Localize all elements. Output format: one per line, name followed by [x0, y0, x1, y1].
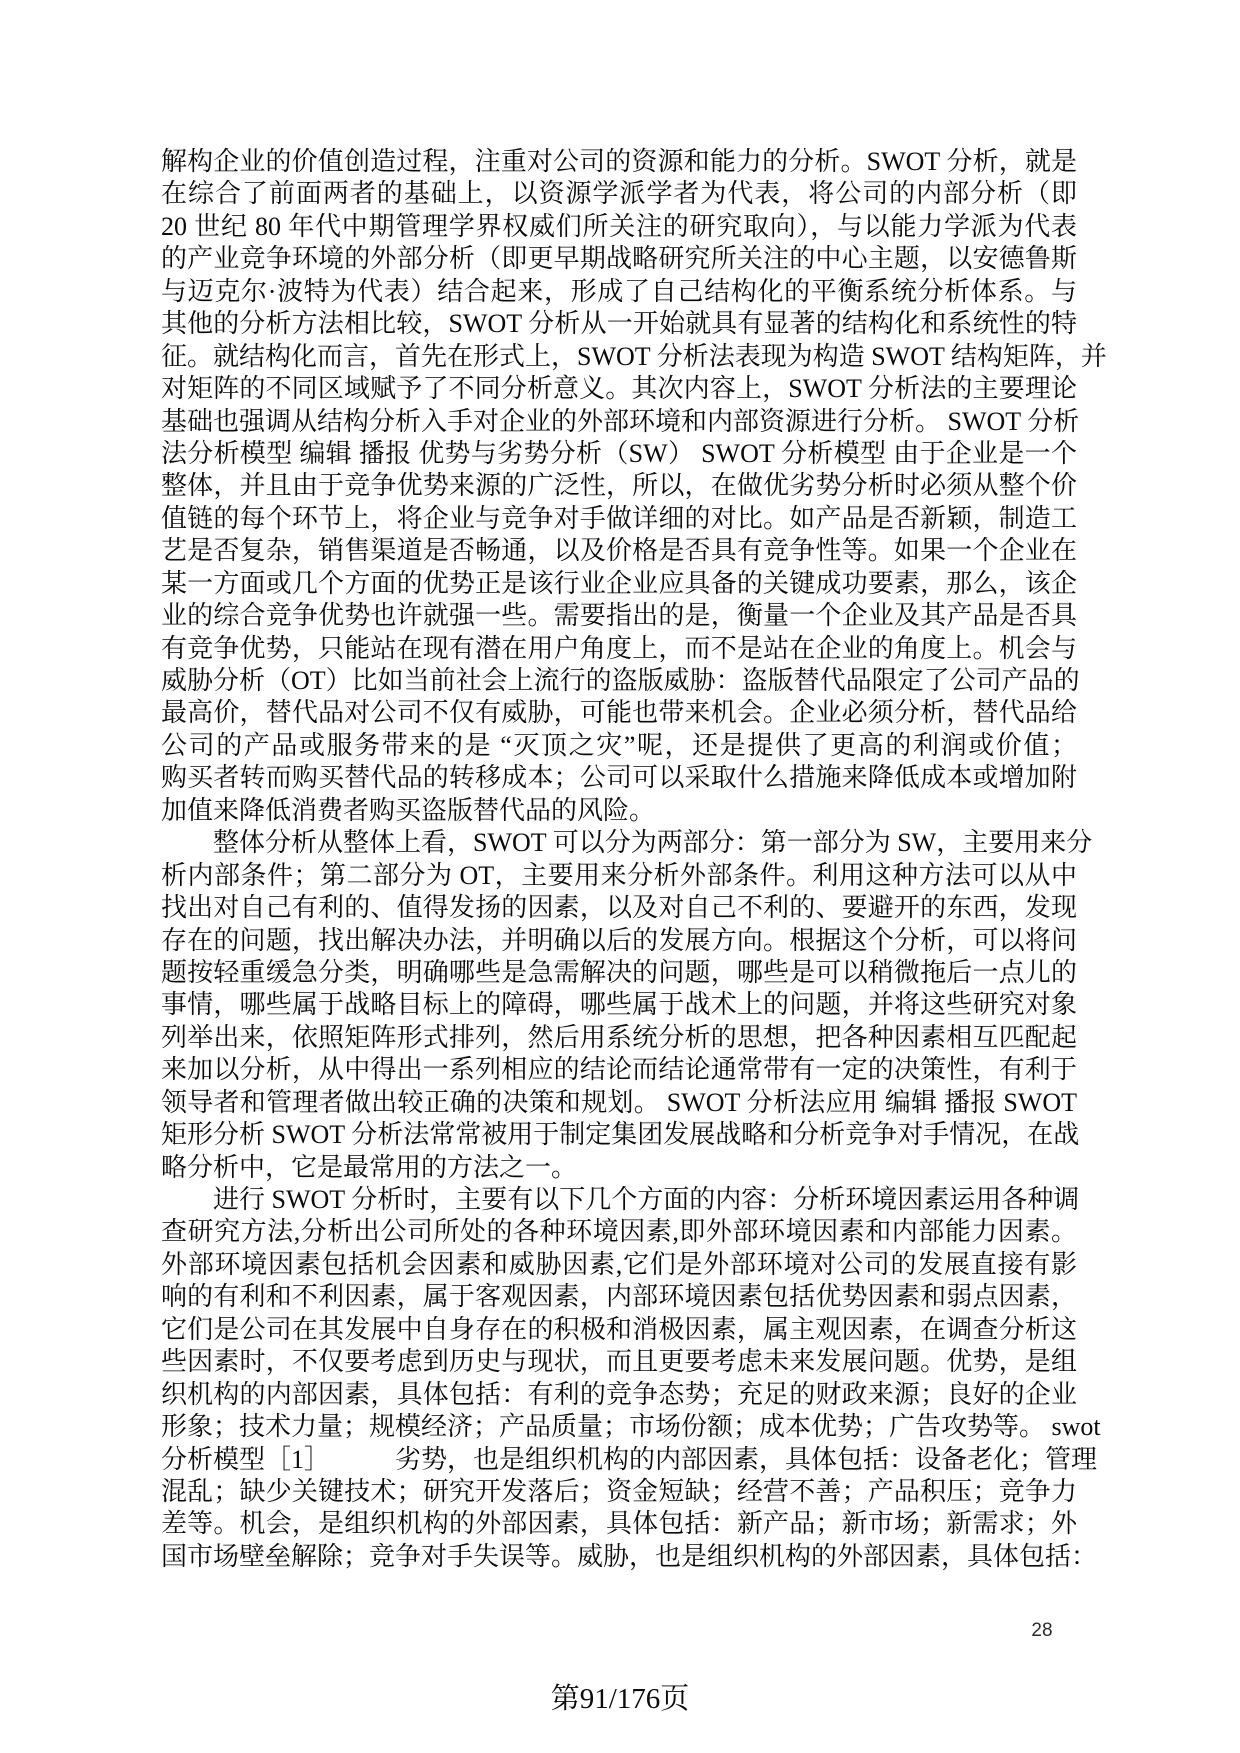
- text-line: 值链的每个环节上，将企业与竞争对手做详细的对比。如产品是否新颖，制造工: [161, 503, 1077, 533]
- text-line: 业的综合竞争优势也许就强一些。需要指出的是，衡量一个企业及其产品是否具: [161, 601, 1077, 631]
- footer-pagination: 第91/176页: [550, 1683, 690, 1715]
- text-line: 公司的产品或服务带来的是 “灭顶之灾”呢，还是提供了更高的利润或价值；: [161, 730, 1077, 760]
- text-line: 艺是否复杂，销售渠道是否畅通，以及价格是否具有竞争性等。如果一个企业在: [161, 536, 1077, 566]
- text-line: 的产业竞争环境的外部分析（即更早期战略研究所关注的中心主题，以安德鲁斯: [161, 244, 1077, 274]
- text-line: 某一方面或几个方面的优势正是该行业企业应具备的关键成功要素，那么，该企: [161, 568, 1077, 598]
- text-line: 法分析模型 编辑 播报 优势与劣势分析（SW） SWOT 分析模型 由于企业是一个: [161, 438, 1077, 468]
- text-line: 混乱；缺少关键技术；研究开发落后；资金短缺；经营不善；产品积压；竞争力: [161, 1476, 1077, 1506]
- text-line: 对矩阵的不同区域赋予了不同分析意义。其次内容上，SWOT 分析法的主要理论: [161, 374, 1077, 404]
- paragraph: [161, 1184, 1101, 1573]
- text-line: 征。就结构化而言，首先在形式上，SWOT 分析法表现为构造 SWOT 结构矩阵，并: [161, 341, 1107, 371]
- text-line: 织机构的内部因素，具体包括：有利的竞争态势；充足的财政来源；良好的企业: [161, 1379, 1077, 1409]
- text-line: 略分析中，它是最常用的方法之一。: [161, 1152, 578, 1182]
- text-line: 加值来降低消费者购买盗版替代品的风险。: [161, 795, 656, 825]
- paragraph: [161, 827, 1093, 1184]
- text-line: 分析模型［1］ 劣势，也是组织机构的内部因素，具体包括：设备老化；管理: [161, 1444, 1098, 1474]
- text-line: 有竞争优势，只能站在现有潜在用户角度上，而不是站在企业的角度上。机会与: [161, 633, 1077, 663]
- text-line: 题按轻重缓急分类，明确哪些是急需解决的问题，哪些是可以稍微拖后一点儿的: [161, 957, 1077, 987]
- text-line: 形象；技术力量；规模经济；产品质量；市场份额；成本优势；广告攻势等。 swot: [161, 1412, 1101, 1442]
- text-line: 整体分析从整体上看，SWOT 可以分为两部分：第一部分为 SW，主要用来分: [161, 828, 1093, 858]
- text-line: 列举出来，依照矩阵形式排列，然后用系统分析的思想，把各种因素相互匹配起: [161, 1022, 1077, 1052]
- text-line: 析内部条件；第二部分为 OT，主要用来分析外部条件。利用这种方法可以从中: [161, 860, 1077, 890]
- text-line: 找出对自己有利的、值得发扬的因素，以及对自己不利的、要避开的东西，发现: [161, 893, 1077, 923]
- text-line: 与迈克尔·波特为代表）结合起来，形成了自己结构化的平衡系统分析体系。与: [161, 276, 1077, 306]
- text-line: 最高价，替代品对公司不仅有威胁，可能也带来机会。企业必须分析，替代品给: [161, 698, 1077, 728]
- text-line: 矩形分析 SWOT 分析法常常被用于制定集团发展战略和分析竞争对手情况，在战: [161, 1120, 1080, 1150]
- body-text: [161, 146, 1107, 1573]
- text-line: 其他的分析方法相比较，SWOT 分析从一开始就具有显著的结构化和系统性的特: [161, 309, 1077, 339]
- text-line: 它们是公司在其发展中自身存在的积极和消极因素，属主观因素，在调查分析这: [161, 1314, 1077, 1344]
- paragraph: [161, 146, 1107, 827]
- text-line: 事情，哪些属于战略目标上的障碍，哪些属于战术上的问题，并将这些研究对象: [161, 990, 1077, 1020]
- text-line: 解构企业的价值创造过程，注重对公司的资源和能力的分析。SWOT 分析，就是: [161, 147, 1077, 176]
- text-line: 响的有利和不利因素，属于客观因素，内部环境因素包括优势因素和弱点因素，: [161, 1282, 1077, 1312]
- text-line: 些因素时，不仅要考虑到历史与现状，而且更要考虑未来发展问题。优势，是组: [161, 1347, 1077, 1377]
- text-line: 外部环境因素包括机会因素和威胁因素,它们是外部环境对公司的发展直接有影: [161, 1249, 1077, 1279]
- page-number: 28: [1031, 1620, 1053, 1641]
- text-line: 存在的问题，找出解决办法，并明确以后的发展方向。根据这个分析，可以将问: [161, 925, 1077, 955]
- text-line: 整体，并且由于竞争优势来源的广泛性，所以，在做优劣势分析时必须从整个价: [161, 471, 1077, 501]
- text-line: 差等。机会，是组织机构的外部因素，具体包括：新产品；新市场；新需求；外: [161, 1509, 1077, 1539]
- text-line: 进行 SWOT 分析时，主要有以下几个方面的内容：分析环境因素运用各种调: [161, 1185, 1080, 1214]
- text-line: 购买者转而购买替代品的转移成本；公司可以采取什么措施来降低成本或增加附: [161, 763, 1077, 793]
- text-line: 20 世纪 80 年代中期管理学界权威们所关注的研究取向），与以能力学派为代表: [161, 211, 1077, 241]
- text-line: 基础也强调从结构分析入手对企业的外部环境和内部资源进行分析。 SWOT 分析: [161, 406, 1080, 436]
- text-line: 在综合了前面两者的基础上，以资源学派学者为代表，将公司的内部分析（即: [161, 179, 1077, 209]
- text-line: 来加以分析，从中得出一系列相应的结论而结论通常带有一定的决策性，有利于: [161, 1055, 1077, 1085]
- text-line: 查研究方法,分析出公司所处的各种环境因素,即外部环境因素和内部能力因素。: [161, 1217, 1077, 1247]
- text-line: 领导者和管理者做出较正确的决策和规划。 SWOT 分析法应用 编辑 播报 SWOT: [161, 1087, 1077, 1117]
- text-line: 威胁分析（OT）比如当前社会上流行的盗版威胁：盗版替代品限定了公司产品的: [161, 666, 1080, 695]
- text-line: 国市场壁垒解除；竞争对手失误等。威胁，也是组织机构的外部因素，具体包括：: [161, 1541, 1098, 1571]
